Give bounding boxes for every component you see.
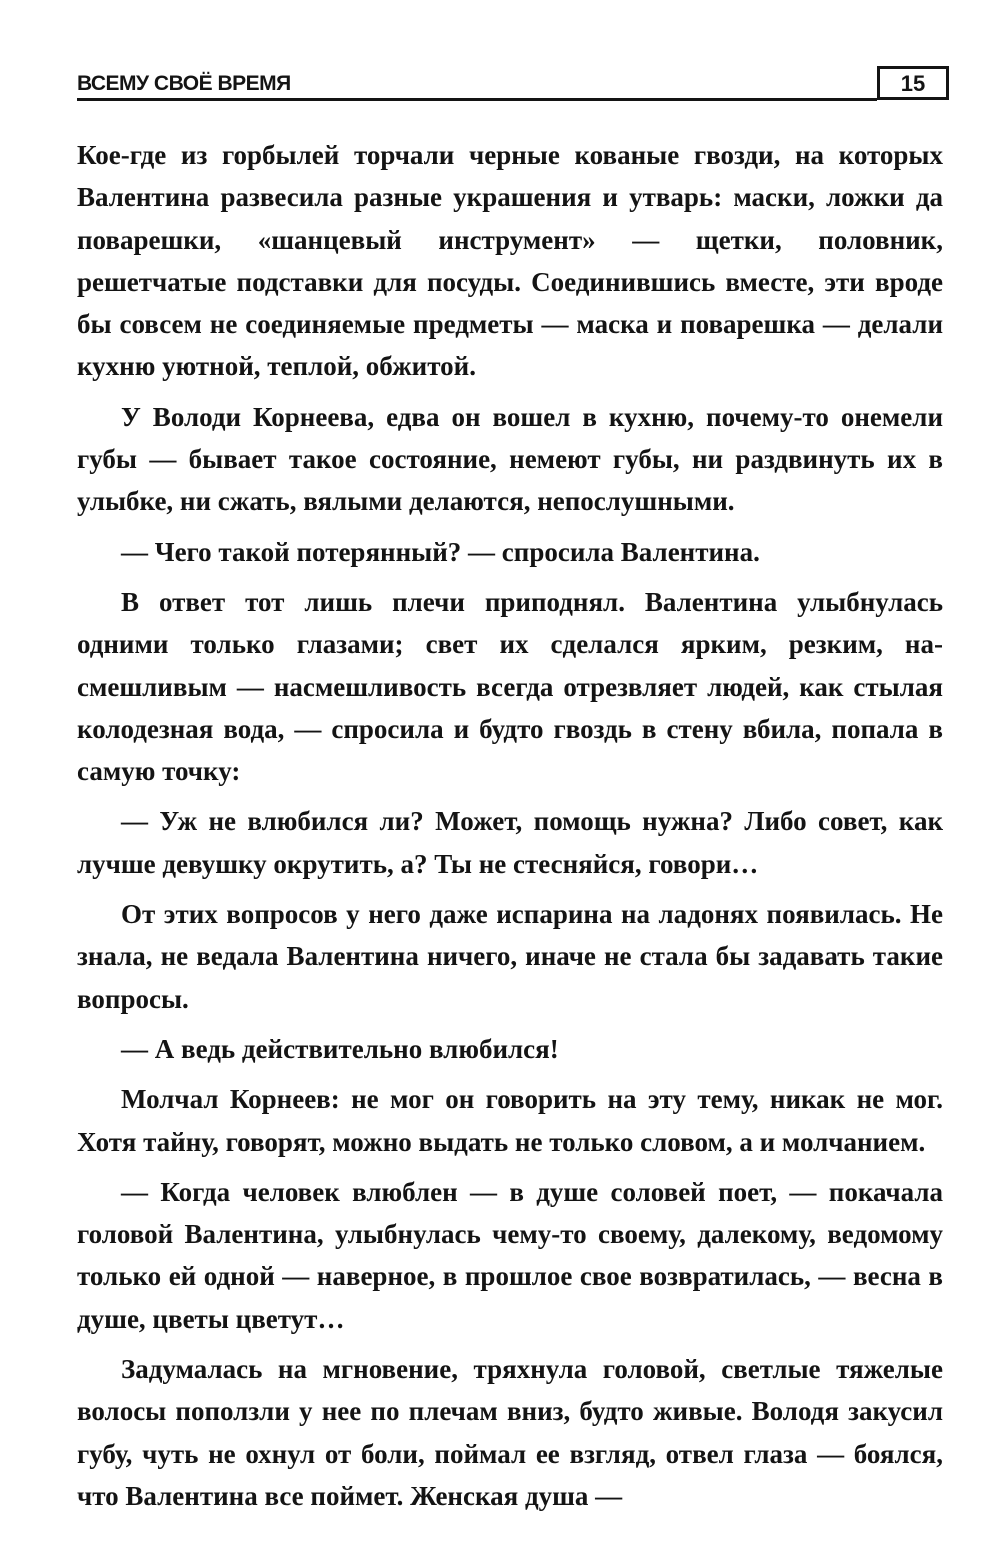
paragraph: — Когда человек влюблен — в душе соловей поет, — покачала головой Валентина, улыбнулась чему-то своему, далекому, ведомому только ей одной — наверное, в прошлое свое возвратилась, — весна в душе, цветы цветут… bbox=[77, 1176, 943, 1334]
paragraph: От этих вопросов у него даже испарина на ладонях появилась. Не знала, не ведала Валентина ничего, иначе не стала бы задавать такие вопросы. bbox=[77, 899, 943, 1014]
body-text bbox=[77, 134, 943, 1525]
paragraph: В ответ тот лишь плечи приподнял. Валентина улыбнулась одними только глазами; свет их сделался ярким, резким, насмешливым — насмешливость всегда отрезвляет людей, как стылая колодезная вода, — спросила и будто гвоздь в стену вбила, попала в самую точку: bbox=[77, 586, 943, 787]
paragraph: У Володи Корнеева, едва он вошел в кухню, почему-то онемели губы — бывает такое состояние, немеют губы, ни раздвинуть их в улыбке, ни сжать, вялыми делаются, непослушными. bbox=[77, 401, 943, 517]
running-title: ВСЕМУ СВОЁ ВРЕМЯ bbox=[77, 72, 291, 95]
paragraph: — Уж не влюбился ли? Может, помощь нужна? Либо совет, как лучше девушку окрутить, а? Ты не стесняйся, говори… bbox=[77, 806, 943, 879]
paragraph: Молчал Корнеев: не мог он говорить на эту тему, никак не мог. Хотя тайну, говорят, можно выдать не только словом, а и молчанием. bbox=[77, 1084, 943, 1157]
paragraph: — Чего такой потерянный? — спросила Валентина. bbox=[121, 536, 760, 567]
paragraph: Кое-где из горбылей торчали черные кованые гвозди, на которых Валентина развесила разные украшения и утварь: маски, ложки да поварешки, «шанцевый инструмент» — щетки, половник, решетчатые подставки для посуды. Соединившись вместе, эти вроде бы совсем не соединяемые предметы — маска и поварешка — делали кухню уютной, теплой, обжитой. bbox=[77, 140, 943, 382]
paragraph: Задумалась на мгновение, тряхнула головой, светлые тяжелые волосы поползли у нее по плечам вниз, будто живые. Володя закусил губу, чуть не охнул от боли, поймал ее взгляд, отвел глаза — боялся, что Валентина все поймет. Женская душа — bbox=[77, 1354, 943, 1511]
page-number: 15 bbox=[900, 71, 926, 96]
page-number-box bbox=[877, 66, 949, 100]
paragraph: — А ведь действительно влюбился! bbox=[121, 1033, 559, 1064]
header-rule bbox=[77, 98, 877, 101]
page-header bbox=[77, 64, 955, 106]
